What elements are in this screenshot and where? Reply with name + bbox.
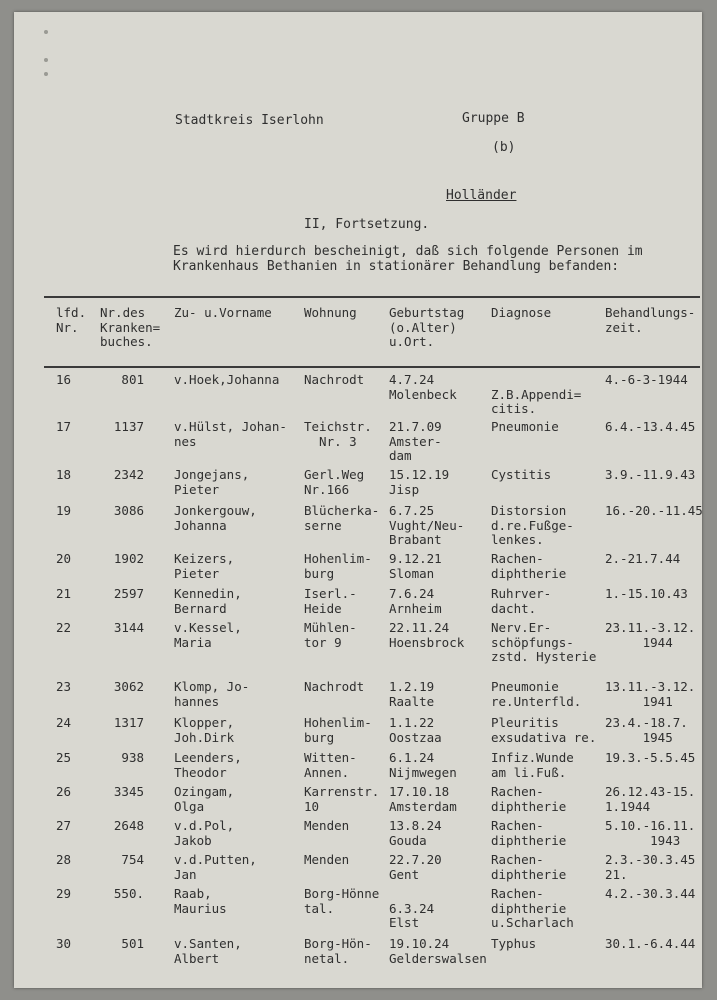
cell-name: Keizers, Pieter [174, 551, 235, 581]
punch-mark [44, 30, 48, 34]
cell-wohnung: Blücherka- serne [304, 503, 380, 533]
cell-diagnose: Rachen- diphtherie [491, 551, 567, 581]
cell-nr: 3345 [113, 784, 144, 799]
continuation-label: II, Fortsetzung. [304, 217, 430, 232]
punch-mark [44, 58, 48, 62]
cell-name: Jongejans, Pieter [174, 467, 250, 497]
cell-wohnung: Karrenstr. 10 [304, 784, 380, 814]
cell-name: Klomp, Jo- hannes [174, 679, 250, 709]
cell-lfd: 30 [56, 936, 72, 951]
cell-lfd: 19 [56, 503, 72, 518]
column-header-lfd: lfd. Nr. [56, 305, 87, 335]
group-heading: Gruppe B [462, 111, 525, 126]
cell-geburtstag: 6.1.24 Nijmwegen [389, 750, 457, 780]
cell-behandlung: 1.-15.10.43 [605, 586, 688, 601]
cell-nr: 501 [121, 936, 144, 951]
cell-behandlung: 5.10.-16.11. 1943 [605, 818, 696, 848]
cell-lfd: 20 [56, 551, 72, 566]
cell-lfd: 24 [56, 715, 72, 730]
cell-geburtstag: 17.10.18 Amsterdam [389, 784, 457, 814]
cell-geburtstag: 6.7.25 Vught/Neu- Brabant [389, 503, 465, 547]
cell-diagnose: Pneumonie re.Unterfld. [491, 679, 582, 709]
cell-geburtstag: 4.7.24 Molenbeck [389, 372, 457, 402]
cell-lfd: 26 [56, 784, 72, 799]
cell-wohnung: Borg-Hön- netal. [304, 936, 372, 966]
cell-wohnung: Iserl.- Heide [304, 586, 357, 616]
cell-wohnung: Gerl.Weg Nr.166 [304, 467, 365, 497]
cell-behandlung: 3.9.-11.9.43 [605, 467, 696, 482]
cell-nr: 2342 [113, 467, 144, 482]
cell-nr: 801 [121, 372, 144, 387]
cell-diagnose: Infiz.Wunde am li.Fuß. [491, 750, 574, 780]
cell-wohnung: Menden [304, 818, 350, 833]
cell-behandlung: 6.4.-13.4.45 [605, 419, 696, 434]
cell-diagnose: Ruhrver- dacht. [491, 586, 552, 616]
table-header-rule [44, 366, 700, 368]
statement-line-2: Krankenhaus Bethanien in stationärer Behandlung befanden: [173, 259, 620, 274]
cell-behandlung: 4.-6-3-1944 [605, 372, 688, 387]
cell-lfd: 28 [56, 852, 72, 867]
cell-wohnung: Teichstr. Nr. 3 [304, 419, 372, 449]
cell-name: Leenders, Theodor [174, 750, 242, 780]
cell-name: Raab, Maurius [174, 886, 227, 916]
cell-behandlung: 26.12.43-15. 1.1944 [605, 784, 696, 814]
cell-geburtstag: 22.11.24 Hoensbrock [389, 620, 465, 650]
cell-behandlung: 2.-21.7.44 [605, 551, 681, 566]
cell-geburtstag: 1.1.22 Oostzaa [389, 715, 442, 745]
cell-wohnung: Nachrodt [304, 372, 365, 387]
column-header-geburtstag: Geburtstag (o.Alter) u.Ort. [389, 305, 465, 349]
nationality-heading: Holländer [446, 188, 517, 203]
cell-nr: 1317 [113, 715, 144, 730]
cell-geburtstag: 1.2.19 Raalte [389, 679, 435, 709]
cell-lfd: 22 [56, 620, 72, 635]
cell-nr: 938 [121, 750, 144, 765]
cell-behandlung: 23.4.-18.7. 1945 [605, 715, 688, 745]
cell-wohnung: Nachrodt [304, 679, 365, 694]
cell-wohnung: Witten- Annen. [304, 750, 357, 780]
cell-lfd: 21 [56, 586, 72, 601]
cell-name: Kennedin, Bernard [174, 586, 242, 616]
cell-name: v.d.Pol, Jakob [174, 818, 235, 848]
column-header-name: Zu- u.Vorname [174, 305, 272, 320]
cell-wohnung: Hohenlim- burg [304, 715, 372, 745]
cell-lfd: 29 [56, 886, 72, 901]
cell-lfd: 17 [56, 419, 72, 434]
cell-nr: 2648 [113, 818, 144, 833]
cell-diagnose: Rachen- diphtherie [491, 784, 567, 814]
cell-wohnung: Mühlen- tor 9 [304, 620, 357, 650]
cell-lfd: 18 [56, 467, 72, 482]
cell-name: v.Hoek,Johanna [174, 372, 280, 387]
cell-name: Ozingam, Olga [174, 784, 235, 814]
cell-diagnose: Pneumonie [491, 419, 559, 434]
cell-nr: 1137 [113, 419, 144, 434]
cell-lfd: 25 [56, 750, 72, 765]
cell-name: v.Hülst, Johan- nes [174, 419, 287, 449]
cell-name: Jonkergouw, Johanna [174, 503, 257, 533]
city-heading: Stadtkreis Iserlohn [175, 113, 324, 128]
cell-nr: 3144 [113, 620, 144, 635]
cell-diagnose: Rachen- diphtherie [491, 818, 567, 848]
cell-diagnose: Z.B.Appendi= citis. [491, 386, 582, 416]
cell-wohnung: Borg-Hönne tal. [304, 886, 380, 916]
cell-nr: 550. [113, 886, 144, 901]
cell-wohnung: Menden [304, 852, 350, 867]
cell-behandlung: 19.3.-5.5.45 [605, 750, 696, 765]
cell-lfd: 16 [56, 372, 72, 387]
column-header-nr: Nr.des Kranken= buches. [100, 305, 161, 349]
cell-geburtstag: 15.12.19 Jisp [389, 467, 450, 497]
column-header-wohnung: Wohnung [304, 305, 357, 320]
cell-name: Klopper, Joh.Dirk [174, 715, 235, 745]
cell-wohnung: Hohenlim- burg [304, 551, 372, 581]
cell-diagnose: Rachen- diphtherie [491, 852, 567, 882]
cell-diagnose: Distorsion d.re.Fußge- lenkes. [491, 503, 574, 547]
cell-name: v.Santen, Albert [174, 936, 242, 966]
cell-diagnose: Cystitis [491, 467, 552, 482]
cell-geburtstag: 21.7.09 Amster- dam [389, 419, 442, 463]
cell-nr: 3086 [113, 503, 144, 518]
statement-line-1: Es wird hierdurch bescheinigt, daß sich folgende Personen im [173, 244, 643, 259]
table-top-rule [44, 296, 700, 298]
punch-mark [44, 72, 48, 76]
cell-geburtstag: 19.10.24 Gelderswalsen [389, 936, 487, 966]
cell-nr: 3062 [113, 679, 144, 694]
document-page [14, 12, 702, 988]
cell-nr: 754 [121, 852, 144, 867]
group-subheading: (b) [492, 140, 516, 155]
cell-geburtstag: 13.8.24 Gouda [389, 818, 442, 848]
column-header-diagnose: Diagnose [491, 305, 552, 320]
cell-behandlung: 2.3.-30.3.45 21. [605, 852, 696, 882]
cell-diagnose: Typhus [491, 936, 537, 951]
cell-geburtstag: 7.6.24 Arnheim [389, 586, 442, 616]
cell-lfd: 27 [56, 818, 72, 833]
cell-nr: 1902 [113, 551, 144, 566]
cell-behandlung: 16.-20.-11.45 [605, 503, 703, 518]
cell-behandlung: 13.11.-3.12. 1941 [605, 679, 696, 709]
cell-lfd: 23 [56, 679, 72, 694]
cell-diagnose: Nerv.Er- schöpfungs- zstd. Hysterie [491, 620, 597, 664]
cell-name: v.d.Putten, Jan [174, 852, 257, 882]
cell-behandlung: 4.2.-30.3.44 [605, 886, 696, 901]
cell-behandlung: 23.11.-3.12. 1944 [605, 620, 696, 650]
cell-behandlung: 30.1.-6.4.44 [605, 936, 696, 951]
cell-diagnose: Pleuritis exsudativa re. [491, 715, 597, 745]
cell-geburtstag: 22.7.20 Gent [389, 852, 442, 882]
cell-name: v.Kessel, Maria [174, 620, 242, 650]
cell-geburtstag: 6.3.24 Elst [389, 900, 435, 930]
column-header-behandlung: Behandlungs- zeit. [605, 305, 696, 335]
cell-geburtstag: 9.12.21 Sloman [389, 551, 442, 581]
cell-nr: 2597 [113, 586, 144, 601]
cell-diagnose: Rachen- diphtherie u.Scharlach [491, 886, 574, 930]
